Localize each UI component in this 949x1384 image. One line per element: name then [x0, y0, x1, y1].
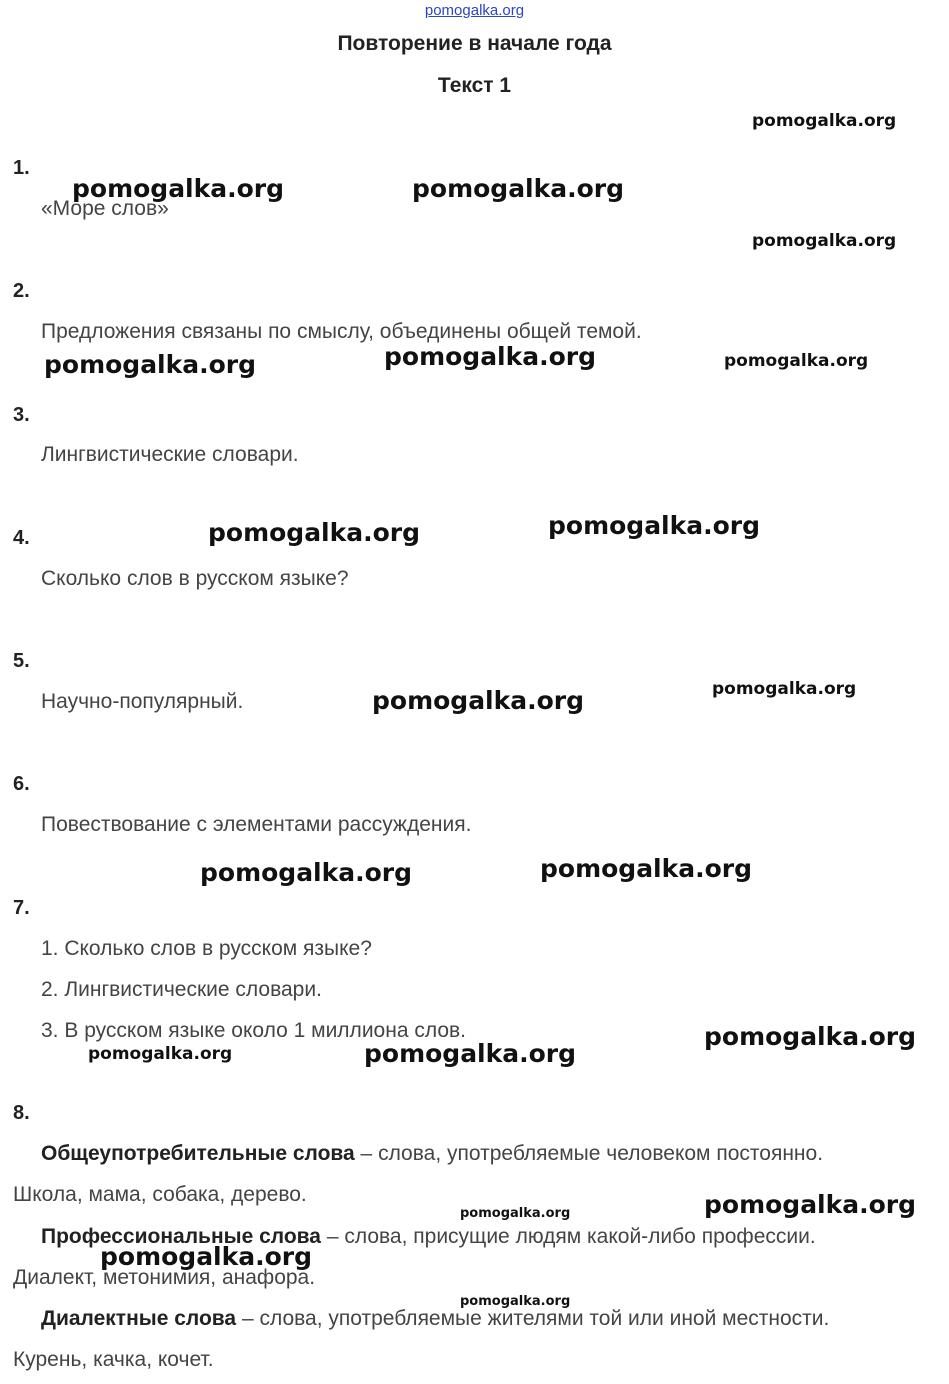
answer-text-5: Научно-популярный.	[41, 690, 244, 713]
watermark: pomogalka.org	[208, 518, 421, 547]
answer-number-8: 8.	[13, 1102, 30, 1124]
list-item: 1. Сколько слов в русском языке?	[41, 937, 372, 960]
watermark: pomogalka.org	[540, 854, 753, 883]
answer-number-5: 5.	[13, 650, 30, 672]
answer-text-6: Повествование с элементами рассуждения.	[41, 813, 472, 836]
definition-term: Профессиональные слова	[41, 1225, 321, 1248]
page-subtitle: Текст 1	[437, 74, 512, 97]
watermark: pomogalka.org	[372, 686, 585, 715]
definition-text: – слова, употребляемые жителями той или иной местности.	[236, 1307, 830, 1330]
watermark: pomogalka.org	[460, 1294, 571, 1309]
definition-term: Диалектные слова	[41, 1307, 237, 1330]
list-item: 3. В русском языке около 1 миллиона слов.	[41, 1019, 466, 1042]
watermark: pomogalka.org	[724, 351, 869, 371]
watermark: pomogalka.org	[704, 1022, 917, 1051]
watermark: pomogalka.org	[384, 342, 597, 371]
definition-line	[41, 1142, 823, 1166]
watermark: pomogalka.org	[712, 679, 857, 699]
site-link[interactable]: pomogalka.org	[424, 2, 525, 19]
definition-examples: Диалект, метонимия, анафора.	[13, 1266, 316, 1289]
watermark: pomogalka.org	[44, 350, 257, 379]
watermark: pomogalka.org	[88, 1044, 233, 1064]
watermark: pomogalka.org	[752, 231, 897, 251]
answer-text-4: Сколько слов в русском языке?	[41, 567, 349, 590]
definition-text: – слова, употребляемые человеком постоянно.	[354, 1142, 824, 1165]
watermark: pomogalka.org	[100, 1242, 313, 1271]
answer-text-2: Предложения связаны по смыслу, объединены общей темой.	[41, 320, 642, 343]
watermark: pomogalka.org	[704, 1190, 917, 1219]
answer-number-4: 4.	[13, 527, 30, 549]
definition-line	[41, 1307, 829, 1331]
watermark: pomogalka.org	[412, 174, 625, 203]
watermark: pomogalka.org	[548, 511, 761, 540]
watermark: pomogalka.org	[460, 1206, 571, 1221]
answer-number-2: 2.	[13, 280, 30, 302]
answer-number-6: 6.	[13, 773, 30, 795]
watermark: pomogalka.org	[200, 858, 413, 887]
answer-text-1: «Море слов»	[41, 197, 169, 220]
answer-number-3: 3.	[13, 404, 30, 426]
definition-text: – слова, присущие людям какой-либо профессии.	[320, 1225, 816, 1248]
definition-examples: Школа, мама, собака, дерево.	[13, 1183, 307, 1206]
definition-examples: Курень, качка, кочет.	[13, 1348, 214, 1371]
list-item: 2. Лингвистические словари.	[41, 978, 322, 1001]
answer-number-7: 7.	[13, 897, 30, 919]
page-title: Повторение в начале года	[337, 32, 612, 55]
watermark: pomogalka.org	[364, 1039, 577, 1068]
answer-text-3: Лингвистические словари.	[41, 443, 299, 466]
definition-term: Общеупотребительные слова	[41, 1142, 355, 1165]
watermark: pomogalka.org	[752, 111, 897, 131]
watermark: pomogalka.org	[72, 174, 285, 203]
answer-number-1: 1.	[13, 157, 30, 179]
